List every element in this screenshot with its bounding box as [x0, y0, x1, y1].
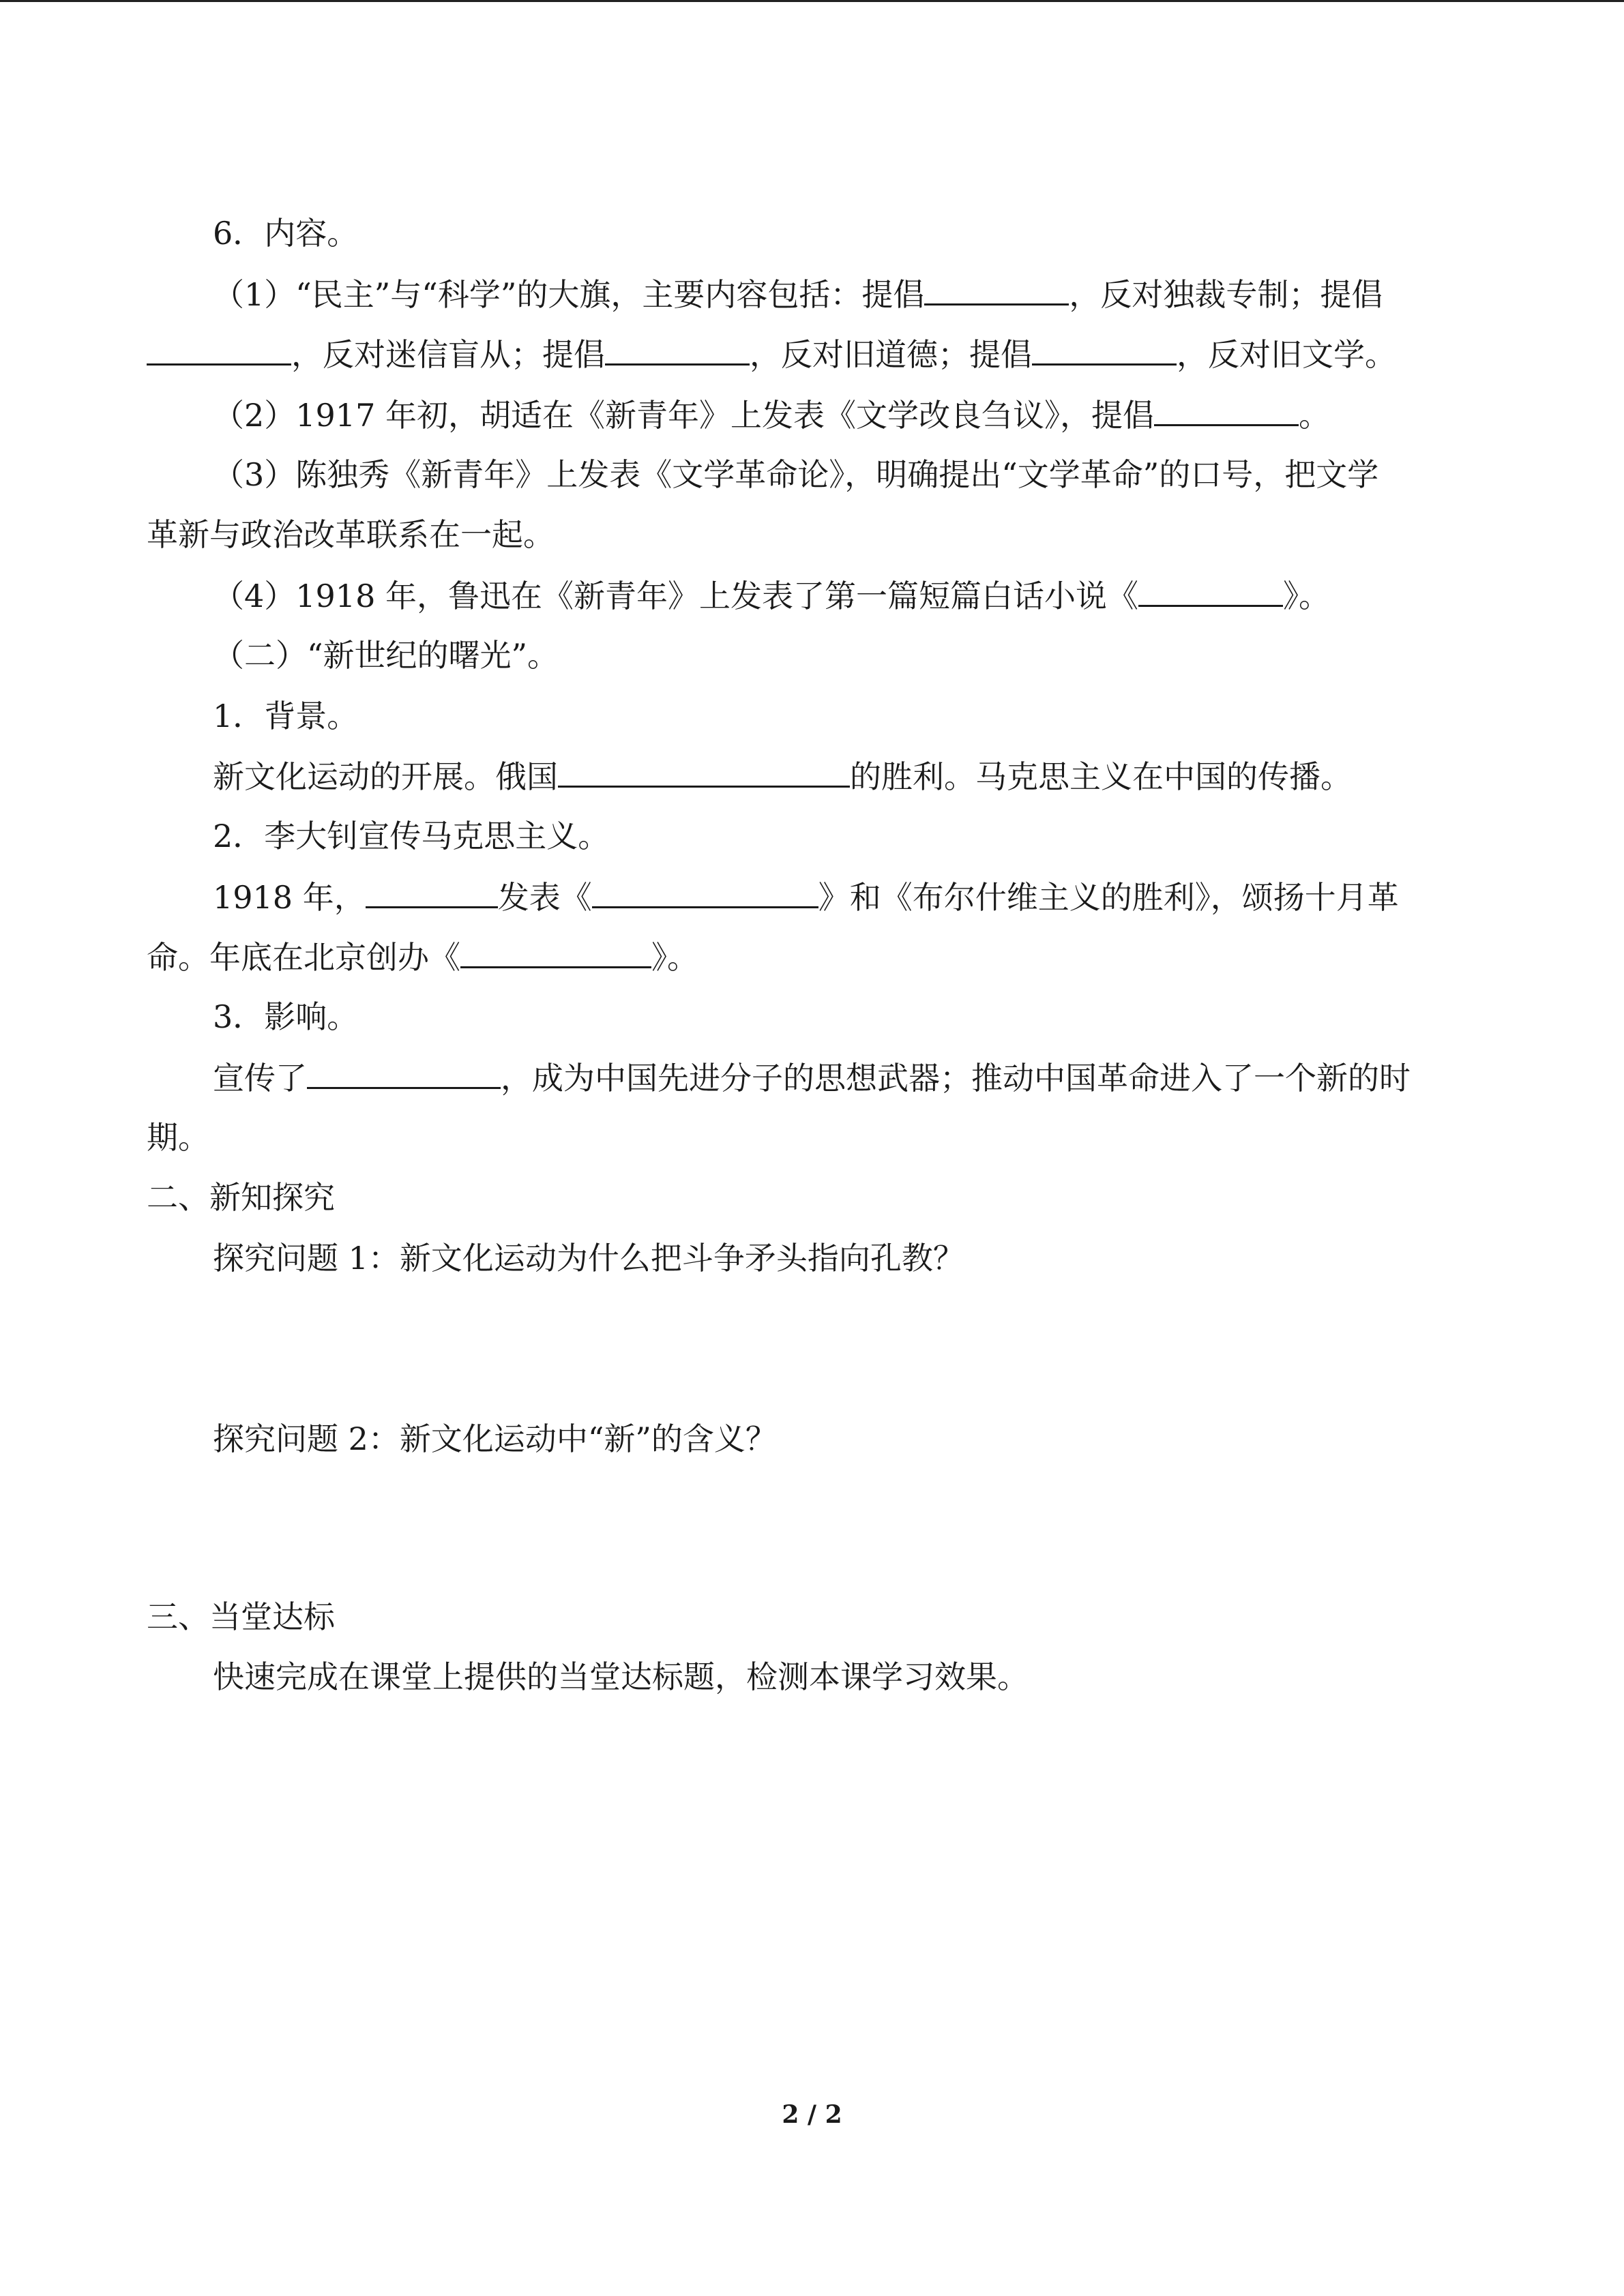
text: （1）“民主”与“科学”的大旗，主要内容包括：提倡 [213, 276, 925, 313]
section-3-heading: 三、当堂达标 [147, 1598, 335, 1635]
answer-blank[interactable] [147, 333, 291, 366]
text: 的胜利。马克思主义在中国的传播。 [850, 758, 1352, 795]
answer-blank[interactable] [558, 756, 850, 788]
answer-blank[interactable] [460, 936, 651, 968]
text: （4）1918 年，鲁迅在《新青年》上发表了第一篇短篇白话小说《 [213, 578, 1138, 614]
answer-blank[interactable] [1032, 333, 1177, 366]
text: 。 [1298, 397, 1330, 434]
text: 》。 [1282, 578, 1330, 614]
question-2: 探究问题 2：新文化运动中“新”的含义？ [213, 1420, 777, 1457]
question-1: 探究问题 1：新文化运动为什么把斗争矛头指向孔教？ [213, 1240, 964, 1277]
text: 新文化运动的开展。俄国 [213, 758, 558, 795]
content-item-3-line-2: 革新与政治改革联系在一起。 [147, 516, 555, 553]
text: ，反对迷信盲从；提倡 [291, 336, 605, 373]
answer-blank[interactable] [592, 876, 818, 908]
answer-blank[interactable] [1138, 575, 1283, 607]
answer-blank[interactable] [307, 1057, 501, 1089]
section-2-heading: 二、新知探究 [147, 1179, 335, 1216]
text: 宣传了 [213, 1060, 307, 1097]
text: ，成为中国先进分子的思想武器；推动中国革命进入了一个新的时 [501, 1060, 1411, 1097]
text: 发表《 [497, 879, 592, 916]
text: 1918 年， [213, 879, 366, 916]
section-3-text: 快速完成在课堂上提供的当堂达标题，检测本课学习效果。 [213, 1658, 1029, 1695]
content-item-1-line-2 [147, 333, 1396, 375]
answer-blank[interactable] [605, 333, 750, 366]
content-item-4 [213, 575, 1330, 616]
text: 命。年底在北京创办《 [147, 939, 460, 976]
top-border [0, 0, 1624, 2]
content-item-3-line-1: （3）陈独秀《新青年》上发表《文学革命论》，明确提出“文学革命”的口号，把文学 [213, 456, 1379, 493]
subsection-2-title: （二）“新世纪的曙光”。 [213, 637, 559, 674]
section-6-title: 6．内容。 [213, 215, 359, 252]
text: ，反对旧道德；提倡 [750, 336, 1032, 373]
text: ，反对独裁专制；提倡 [1069, 276, 1383, 313]
page-number: 2 / 2 [782, 2100, 842, 2129]
text: 》。 [651, 939, 698, 976]
text: 》和《布尔什维主义的胜利》，颂扬十月革 [818, 879, 1399, 916]
answer-blank[interactable] [924, 273, 1069, 305]
li-dazhao-text-line-2 [147, 936, 698, 978]
influence-title: 3．影响。 [213, 998, 359, 1035]
influence-text-line-1 [213, 1057, 1411, 1099]
li-dazhao-text-line-1 [213, 876, 1399, 918]
background-text [213, 756, 1352, 797]
content-item-2 [213, 394, 1330, 436]
text: ，反对旧文学。 [1177, 336, 1396, 373]
answer-blank[interactable] [366, 876, 498, 908]
influence-text-line-2: 期。 [147, 1119, 209, 1156]
background-title: 1．背景。 [213, 698, 359, 734]
li-dazhao-title: 2．李大钊宣传马克思主义。 [213, 818, 610, 854]
text: （2）1917 年初，胡适在《新青年》上发表《文学改良刍议》，提倡 [213, 397, 1154, 434]
answer-blank[interactable] [1154, 394, 1299, 426]
content-item-1-line-1 [213, 273, 1383, 315]
